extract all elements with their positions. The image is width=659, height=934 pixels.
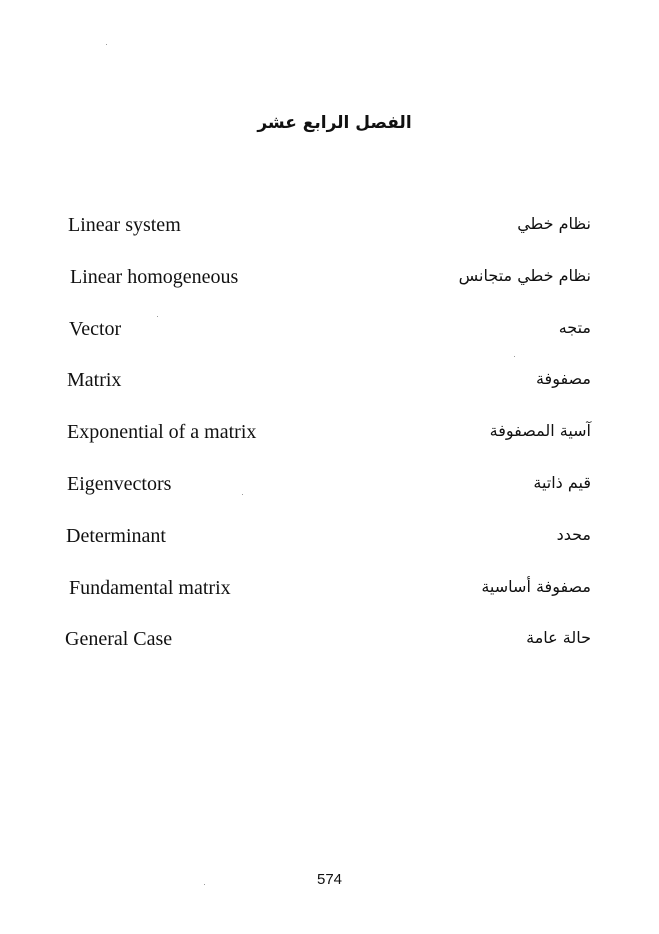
chapter-title: الفصل الرابع عشر <box>257 113 412 133</box>
glossary-term-english: Vector <box>69 317 122 340</box>
page-number: 574 <box>316 871 343 888</box>
glossary-term-arabic: نظام خطي <box>517 214 591 233</box>
glossary-term-english: Determinant <box>66 524 166 547</box>
glossary-row <box>0 469 659 521</box>
glossary-term-arabic: حالة عامة <box>526 628 591 648</box>
glossary-row <box>0 417 659 469</box>
glossary-term-arabic: نظام خطي متجانس <box>458 265 591 285</box>
glossary-term-arabic: محدد <box>556 524 591 544</box>
glossary-term-english: Matrix <box>67 369 122 392</box>
glossary-term-arabic: مصفوفة <box>535 369 591 389</box>
glossary-term-english: Exponential of a matrix <box>67 421 257 444</box>
glossary-row <box>0 573 659 625</box>
glossary-term-english: Linear system <box>68 214 181 236</box>
glossary-row <box>0 521 659 573</box>
glossary-list <box>0 210 659 676</box>
scan-speck <box>514 356 515 357</box>
glossary-term-arabic: متجه <box>558 317 591 337</box>
glossary-row <box>0 262 659 314</box>
glossary-term-english: General Case <box>65 628 173 651</box>
glossary-term-english: Fundamental matrix <box>69 576 231 599</box>
glossary-row <box>0 365 659 417</box>
glossary-row <box>0 314 659 366</box>
scan-speck <box>106 44 107 45</box>
glossary-term-english: Linear homogeneous <box>70 265 239 288</box>
glossary-term-english: Eigenvectors <box>67 472 172 495</box>
scan-speck <box>204 884 205 885</box>
glossary-term-arabic: آسية المصفوفة <box>489 421 591 441</box>
glossary-row <box>0 210 659 262</box>
glossary-term-arabic: مصفوفة أساسية <box>481 576 591 596</box>
scan-speck <box>242 494 243 495</box>
scan-speck <box>157 316 158 317</box>
glossary-term-arabic: قيم ذاتية <box>533 472 591 492</box>
glossary-row <box>0 624 659 676</box>
